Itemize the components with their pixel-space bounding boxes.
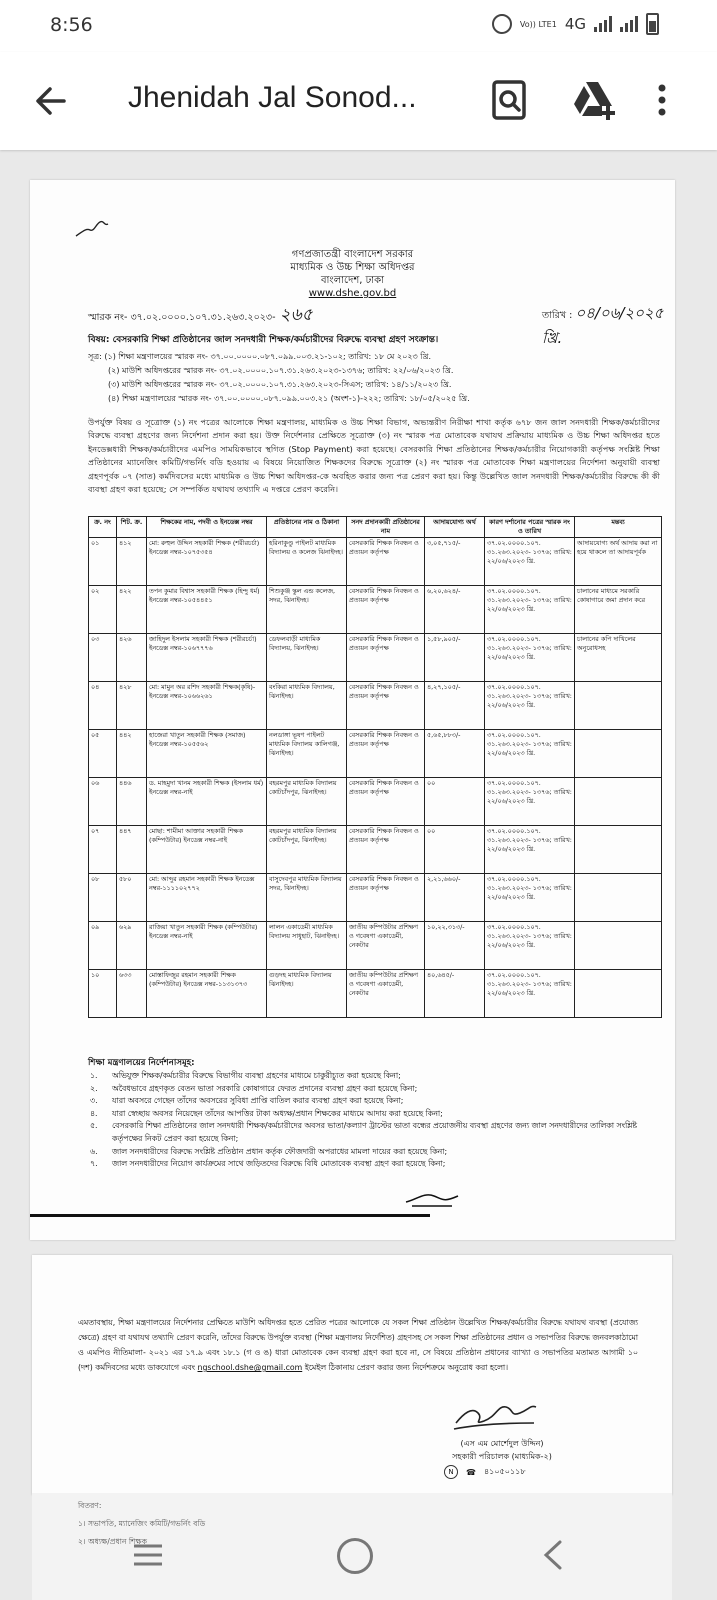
status-icons (492, 13, 659, 35)
cell-teacher: রাজিয়া খাতুন সহকারী শিক্ষক (কম্পিউটার) ইনডেক্স নম্বর-নাই (147, 922, 267, 970)
cell-institution: ডেফলবাড়ী মাধ্যমিক বিদ্যালয়, ঝিনাইদহ। (267, 634, 347, 682)
search-document-icon[interactable] (488, 78, 532, 122)
cell-remark: আদায়যোগ্য অর্থ আদায় করা না হয়ে থাকলে তা আদায়পূর্বক (575, 538, 662, 586)
table-row (89, 538, 662, 586)
list-item-text: অবৈধভাবে গ্রহণকৃত বেতন ভাতা সরকারি কোষাগারে ফেরত প্রদানের ব্যবস্থা গ্রহণ করা হয়েছে কিনা; (112, 1083, 418, 1093)
cell-institution: বহরমপুর মাধ্যমিক বিদ্যালয় কোটচাঁদপুর, ঝিনাইদহ। (267, 778, 347, 826)
cell-issuer: বেসরকারি শিক্ষক নিবন্ধন ও প্রত্যয়ন কর্তৃপক্ষ (347, 682, 425, 730)
signatory-block (422, 1437, 582, 1463)
memo-ref-text: স্মারক নং- ৩৭.০২.০০০০.১০৭.৩১.২৬৩.২০২৩- (88, 312, 276, 323)
cell-memo: ৩৭.০২.০০০০.১০৭. ৩১.২৬৩.২০২৩- ১৩৭৬; তারিখ: ২২/০৬/২০২৩ খ্রি. (485, 970, 575, 1018)
list-item-number: ৫. (90, 1121, 98, 1131)
cell-remark (575, 682, 662, 730)
cell-sheet: ৪৪৭ (117, 826, 147, 874)
cell-institution: বংকিরা মাধ্যমিক বিদ্যালয়, ঝিনাইদহ। (267, 682, 347, 730)
memo-ref-handwritten: ২৬৫ (279, 305, 313, 325)
cell-institution: শিশুকুঞ্জ স্কুল এন্ড কলেজ, সদর, ঝিনাইদহ। (267, 586, 347, 634)
letterhead-line: মাধ্যমিক ও উচ্চ শিক্ষা অধিদপ্তর (290, 262, 415, 273)
recents-icon[interactable] (130, 1540, 166, 1570)
cell-remark (575, 874, 662, 922)
column-header: শিট. ক্র. (117, 517, 147, 538)
home-icon[interactable] (337, 1538, 373, 1574)
back-arrow-icon[interactable] (30, 80, 72, 122)
cell-memo: ৩৭.০২.০০০০.১০৭. ৩১.২৬৩.২০২৩- ১৩৭৬; তারিখ: ২২/০৬/২০২৩ খ্রি. (485, 826, 575, 874)
list-item (88, 1120, 660, 1145)
cell-no: ০৬ (89, 778, 117, 826)
app-bar (0, 52, 717, 150)
cell-institution: বহরমপুর মাধ্যমিক বিদ্যালয় কোটচাঁদপুর, ঝিনাইদহ। (267, 826, 347, 874)
signature-mark (402, 1188, 462, 1210)
website-link[interactable]: www.dshe.gov.bd (308, 288, 397, 299)
cell-memo: ৩৭.০২.০০০০.১০৭. ৩১.২৬৩.২০২৩- ১৩৭৬; তারিখ: ২২/০৬/২০২৩ খ্রি. (485, 778, 575, 826)
list-item-text: জাল সনদধারীদের নিয়োগ কার্যক্রমের সাথে জড়িতদের বিরুদ্ধে বিধি মোতাবেক ব্যবস্থা গ্রহণ করা হয়েছে কিনা; (112, 1159, 446, 1169)
cell-teacher: মোছা: শামীমা আক্তার সহকারী শিক্ষক (কম্পিউটার) ইনডেক্স নম্বর-নাই (147, 826, 267, 874)
date-label: তারিখ : (542, 310, 573, 321)
source-item: (৪) শিক্ষা মন্ত্রণালয়ের স্মারক নং- ৩৭.০০.০০০০.০৮৭.০৯৯.০০৩.২১ (অংশ-১)-২২২; তারিখ: ১৮/০৫/২০২৫ খ্রি. (108, 394, 470, 403)
list-item-text: জাল সনদধারীদের বিরুদ্ধে সংশ্লিষ্ট প্রতিষ্ঠান প্রধান কর্তৃক ফৌজদারী অপরাধের মামলা দায়ের করা হয়েছে কিনা; (112, 1146, 448, 1156)
column-header: ক্র. নং (89, 517, 117, 538)
cell-teacher: ড. মাহমুদা খানম সহকারী শিক্ষক (ইসলাম ধর্ম) ইনডেক্স নম্বর-নাই (147, 778, 267, 826)
cell-teacher: জাহিদুল ইসলাম সহকারী শিক্ষক (শরীরচর্চা) ইনডেক্স নম্বর-১০৬৭৭৭৬ (147, 634, 267, 682)
phone-icon: ☎ (466, 1467, 476, 1477)
lte-label: Vo)) LTE1 (519, 19, 557, 29)
cell-issuer: বেসরকারি শিক্ষক নিবন্ধন ও প্রত্যয়ন কর্তৃপক্ষ (347, 538, 425, 586)
network-label: 4G (564, 15, 586, 33)
column-header: কারণ দর্শানোর পত্রের স্মারক নং ও তারিখ (485, 517, 575, 538)
directives-heading: শিক্ষা মন্ত্রণালয়ের নির্দেশনাসমূহ: (88, 1058, 195, 1068)
table-row (89, 634, 662, 682)
cell-institution: লালন একাডেমী মাধ্যমিক বিদ্যালয় সাধুহাট, ঝিনাইদহ। (267, 922, 347, 970)
cell-remark (575, 922, 662, 970)
battery-icon (646, 13, 659, 35)
cell-remark (575, 730, 662, 778)
signer-name: (এস এম মোর্শেদুল উদ্দিন) (460, 1439, 544, 1448)
cell-no: ০৪ (89, 682, 117, 730)
table-row (89, 778, 662, 826)
letterhead-line: বাংলাদেশ, ঢাকা (320, 275, 385, 286)
cell-teacher: মো: মামুন অর রশিদ সহকারী শিক্ষক(কৃষি)- ইনডেক্স নম্বর-১০৬৬২৬১ (147, 682, 267, 730)
list-item (88, 1146, 660, 1159)
cell-amount: ২,২১,৬৬০/- (425, 874, 485, 922)
closing-text-end: ইমেইল ঠিকানায় প্রেরণ করার জন্য নির্দেশক্রমে অনুরোধ করা হলো। (304, 1363, 508, 1372)
column-header: আদায়যোগ্য অর্থ (425, 517, 485, 538)
body-paragraph: উপর্যুক্ত বিষয় ও সূত্রোক্ত (১) নং পত্রের আলোকে শিক্ষা মন্ত্রণালয়, মাধ্যমিক ও উচ্চ শিক্ষা বিভাগ, অভ্যন্তরীণ নিরীক্ষা শাখা কর্তৃক ৬৭৮ জন জাল সনদধারী শিক্ষক/কর্মচারীদের বিরুদ্ধে ব্যবস্থা গ্রহণের জন্য নির্দেশনা প্রদান করা হয়। উক্ত নির্দেশনার প্রেক্ষিতে সূত্রোক্ত (৩) নং স্মারক পত্র মোতাবেক যথাযথ প্রক্রিয়ায় মাধ্যমিক ও উচ্চ শিক্ষা অধিদপ্তর হতে ইনডেক্সধারী শিক্ষক/কর্মচারীদের এমপিও সাময়িকভাবে স্থগিত (Stop Payment) করা হয়েছে। বেসরকারি শিক্ষা প্রতিষ্ঠানের শিক্ষক/কর্মচারীর নিয়োগকারী কর্তৃপক্ষ সংশ্লিষ্ট শিক্ষা প্রতিষ্ঠানের ম্যানেজিং কমিটি/গভর্নিং বডি হওয়ায় এ বিষয়ে নিয়োজিত শিক্ষকদের বিরুদ্ধে সূত্রোক্ত (২) নং স্মারক পত্র মোতাবেক শিক্ষা মন্ত্রণালয়ের নির্দেশনা অনুযায়ী ব্যবস্থা গ্রহণপূর্বক ০৭ (সাত) কর্মদিবসের মধ্যে মাধ্যমিক ও উচ্চ শিক্ষা অধিদপ্তর-কে অবহিত করার জন্য পত্র প্রেরণ করা হয়। কিন্তু উল্লেখিত জাল সনদধারী শিক্ষক/কর্মচারীর বিরুদ্ধে কী কী ব্যবস্থা গ্রহণ করা হয়েছে; সে সম্পর্কিত যথাযথ তথ্যাদি এ দপ্তরে প্রেরণ করেনি। (88, 417, 660, 495)
cell-issuer: বেসরকারি শিক্ষক নিবন্ধন ও প্রত্যয়ন কর্তৃপক্ষ (347, 778, 425, 826)
directives-list (88, 1070, 660, 1171)
cell-sheet: ৪২৮ (117, 682, 147, 730)
email-link[interactable]: ngschool.dshe@gmail.com (197, 1363, 303, 1372)
cell-memo: ৩৭.০২.০০০০.১০৭. ৩১.২৬৩.২০২৩- ১৩৭৬; তারিখ: ২২/০৬/২০২৩ খ্রি. (485, 682, 575, 730)
column-header: প্রতিষ্ঠানের নাম ও ঠিকানা (267, 517, 347, 538)
cell-amount: ১,৫৮,৯০৫/- (425, 634, 485, 682)
cell-no: ০৭ (89, 826, 117, 874)
list-item-text: যারা অবসরে গেছেন তাঁদের অবসরের সুবিধা প্রাপ্তি বাতিল করার ব্যবস্থা গ্রহণ করা হয়েছে কিনা; (112, 1096, 404, 1106)
cell-sheet: ৪২৬ (117, 634, 147, 682)
list-item-number: ১. (90, 1071, 98, 1080)
list-item (88, 1083, 660, 1096)
letterhead (30, 248, 675, 300)
cell-issuer: বেসরকারি শিক্ষক নিবন্ধন ও প্রত্যয়ন কর্তৃপক্ষ (347, 634, 425, 682)
cell-amount: ৪,২৭,১০৫/- (425, 682, 485, 730)
document-title: Jhenidah Jal Sonod... (128, 81, 417, 114)
letterhead-line: গণপ্রজাতন্ত্রী বাংলাদেশ সরকার (291, 249, 414, 260)
more-vert-icon[interactable] (652, 78, 672, 122)
alarm-icon (492, 14, 512, 34)
cell-memo: ৩৭.০২.০০০০.১০৭. ৩১.২৬৩.২০২৩- ১৩৭৬; তারিখ: ২২/০৬/২০২৩ খ্রি. (485, 634, 575, 682)
source-item: সূত্র: (১) শিক্ষা মন্ত্রণালয়ের স্মারক নং- ৩৭.০০.০০০০.০৮৭.০৯৯.০০৩.২১-১০২; তারিখ: ১৮ মে ২০২৩ খ্রি. (88, 352, 432, 361)
subject-line: বিষয়: বেসরকারি শিক্ষা প্রতিষ্ঠানের জাল সনদধারী শিক্ষক/কর্মচারীদের বিরুদ্ধে ব্যবস্থা গ্রহণ সংক্রান্ত। (88, 335, 439, 345)
table-row (89, 826, 662, 874)
list-item-number: ৩. (90, 1096, 98, 1106)
cell-amount: ৩,০৫,৭১৫/- (425, 538, 485, 586)
table-header-row (89, 517, 662, 538)
divider (30, 1214, 430, 1217)
cell-no: ০৫ (89, 730, 117, 778)
cell-amount: ৫,৬৫,৮৮৩/- (425, 730, 485, 778)
document-page-2 (32, 1255, 672, 1495)
teachers-table (88, 516, 662, 1018)
cell-issuer: বেসরকারি শিক্ষক নিবন্ধন ও প্রত্যয়ন কর্তৃপক্ষ (347, 730, 425, 778)
cell-sheet: ৪৪২ (117, 730, 147, 778)
list-item-text: যারা স্বেচ্ছায় অবসর নিয়েছেন তাঁদের আপত্তির টাকা অধ্যক্ষ/প্রধান শিক্ষকের মাধ্যমে আদায় করা হয়েছে কিনা; (112, 1108, 443, 1118)
closing-text: এমতাবস্থায়, শিক্ষা মন্ত্রণালয়ের নির্দেশনার প্রেক্ষিতে মাউশি অধিদপ্তর হতে প্রেরিত পত্রের আলোকে যে সকল শিক্ষা প্রতিষ্ঠান উল্লেখিত শিক্ষক/কর্মচারীর বিরুদ্ধে যথাযথ ব্যবস্থা (প্রযোজ্য ক্ষেত্রে) গ্রহণ বা যথাযথ তথ্যাদি প্রেরণ করেনি, তাঁদের বিরুদ্ধে উপর্যুক্ত ব্যবস্থা (শিক্ষা মন্ত্রণালয় নির্দেশিত) গ্রহণসহ সে সকল শিক্ষা প্রতিষ্ঠানের প্রধান ও সভাপতির বিরুদ্ধে জনবলকাঠামো ও এমপিও নীতিমালা- ২০২১ এর ১৭.৯ এবং ১৮.১ (গ ও ঙ) ধারা মোতাবেক কেন ব্যবস্থা গ্রহণ করা হবে না, সে বিষয়ে প্রতিষ্ঠান প্রধানের ব্যাখ্যা ও সভাপতির মতামত আগামী ১০ (দশ) কর্মদিবসের মধ্যে ডাকযোগে এবং (78, 1318, 638, 1372)
cell-amount: ৬,২০,৬২৪/- (425, 586, 485, 634)
signal-icon (594, 16, 612, 32)
source-references (88, 350, 658, 406)
cell-amount: ১০,২২,৩১৩/- (425, 922, 485, 970)
column-header: সনদ প্রদানকারী প্রতিষ্ঠানের নাম (347, 517, 425, 538)
cell-memo: ৩৭.০২.০০০০.১০৭. ৩১.২৬৩.২০২৩- ১৩৭৬; তারিখ: ২২/০৬/২০২৩ খ্রি. (485, 874, 575, 922)
cell-institution: গুড়দহ মাধ্যমিক বিদ্যালয় ঝিনাইদহ। (267, 970, 347, 1018)
distribution-item: ২। অধ্যক্ষ/প্রধান শিক্ষক (78, 1537, 148, 1546)
cell-sheet: ৬৩৩ (117, 970, 147, 1018)
cell-amount: ০০ (425, 778, 485, 826)
phone-number: ৪১০৫০১১৮ (483, 1466, 526, 1476)
cell-amount: ০০ (425, 826, 485, 874)
n-badge-icon: N (444, 1465, 458, 1479)
cell-no: ০১ (89, 538, 117, 586)
cell-teacher: মো: আব্দুর রহমান সহকারী শিক্ষক ইনডেক্স নম্বর-১১১১০২৭৭২ (147, 874, 267, 922)
cell-issuer: বেসরকারি শিক্ষক নিবন্ধন ও প্রত্যয়ন কর্তৃপক্ষ (347, 826, 425, 874)
table-row (89, 730, 662, 778)
table-row (89, 874, 662, 922)
cell-issuer: জাতীয় কম্পিউটার প্রশিক্ষণ ও গবেষণা একাডেমী, নেকটার (347, 970, 425, 1018)
cell-issuer: জাতীয় কম্পিউটার প্রশিক্ষণ ও গবেষণা একাডেমী, নেকটার (347, 922, 425, 970)
distribution-heading: বিতরণ: (78, 1501, 102, 1510)
list-item-number: ৭. (90, 1159, 98, 1169)
source-item: (৩) মাউশি অধিদপ্তরের স্মারক নং- ৩৭.০২.০০০০.১০৭.৩১.২৬৩.২০২৩-সিএস; তারিখ: ১৪/১১/২০২৩ খ্রি. (108, 380, 452, 389)
status-bar (0, 0, 717, 52)
cell-remark (575, 778, 662, 826)
cell-memo: ৩৭.০২.০০০০.১০৭. ৩১.২৬৩.২০২৩- ১৩৭৬; তারিখ: ২২/০৬/২০২৩ খ্রি. (485, 538, 575, 586)
status-time: 8:56 (50, 14, 93, 36)
closing-paragraph (78, 1315, 638, 1375)
cell-amount: ৪০,৬৪৫/- (425, 970, 485, 1018)
cell-teacher: তপন কুমার বিশ্বাস সহকারী শিক্ষক (হিন্দু ধর্ম) ইনডেক্স নম্বর-১০৫৪৪৫১ (147, 586, 267, 634)
cell-memo: ৩৭.০২.০০০০.১০৭. ৩১.২৬৩.২০২৩- ১৩৭৬; তারিখ: ২২/০৬/২০২৩ খ্রি. (485, 586, 575, 634)
cell-no: ০৯ (89, 922, 117, 970)
cell-remark (575, 826, 662, 874)
cell-memo: ৩৭.০২.০০০০.১০৭. ৩১.২৬৩.২০২৩- ১৩৭৬; তারিখ: ২২/০৬/২০২৩ খ্রি. (485, 922, 575, 970)
list-item (88, 1095, 660, 1108)
cell-remark: চালানের মাধ্যমে সরকারি কোষাগারে জমা প্রদান করে (575, 586, 662, 634)
table-row (89, 682, 662, 730)
signal-2-icon (620, 16, 638, 32)
list-item-number: ৬. (90, 1146, 98, 1156)
back-icon[interactable] (540, 1538, 566, 1572)
memo-reference (88, 302, 313, 330)
cell-sheet: ৬২৯ (117, 922, 147, 970)
cell-remark (575, 970, 662, 1018)
list-item (88, 1108, 660, 1121)
cell-issuer: বেসরকারি শিক্ষক নিবন্ধন ও প্রত্যয়ন কর্তৃপক্ষ (347, 586, 425, 634)
column-header: শিক্ষকের নাম, পদবী ও ইনডেক্স নম্বর (147, 517, 267, 538)
list-item (88, 1070, 660, 1083)
cell-sheet: ৪১২ (117, 538, 147, 586)
list-item-number: ৪. (90, 1108, 98, 1118)
list-item-text: বেসরকারি শিক্ষা প্রতিষ্ঠানের জাল সনদধারী শিক্ষক/কর্মচারীদের অবসর ভাতা/কল্যাণ ট্রাস্টের ভাতা বন্ধের প্রয়োজনীয় ব্যবস্থা গ্রহণের জন্য জাল সনদধারীদের তালিকা সংশ্লিষ্ট কর্তৃপক্ষের নিকট প্রেরণ করা হয়েছে কিনা; (112, 1121, 637, 1143)
cell-institution: হরিনাকুণ্ডু পাইলট মাধ্যমিক বিদ্যালয় ও কলেজ ঝিনাইদহ। (267, 538, 347, 586)
signer-title: সহকারী পরিচালক (মাধ্যমিক-২) (452, 1452, 552, 1461)
cell-teacher: হাজেরা খাতুন সহকারী শিক্ষক (সমাজ) ইনডেক্স নম্বর-১০৫৫৬২ (147, 730, 267, 778)
cell-no: ০২ (89, 586, 117, 634)
cell-sheet: ৪২২ (117, 586, 147, 634)
date-value: ০৪/০৬/২০২৫ খ্রি. (542, 304, 664, 347)
table-row (89, 586, 662, 634)
cell-no: ০৩ (89, 634, 117, 682)
distribution-item: ১। সভাপতি, ম্যানেজিং কমিটি/গভর্নিং বডি (78, 1519, 206, 1528)
cell-institution: নলডাঙ্গা ভূষণ পাইলট মাধ্যমিক বিদ্যালয় কালিগঞ্জ, ঝিনাইদহ। (267, 730, 347, 778)
cell-remark: চালানের কপি দাখিলের অনুরোধসহ (575, 634, 662, 682)
list-item-number: ২. (90, 1083, 98, 1093)
column-header: মন্তব্য (575, 517, 662, 538)
cell-institution: বাসুদেবপুর মাধ্যমিক বিদ্যালয় সদর, ঝিনাইদহ। (267, 874, 347, 922)
list-item (88, 1158, 660, 1171)
document-page-1 (30, 180, 675, 1240)
cell-memo: ৩৭.০২.০০০০.১০৭. ৩১.২৬৩.২০২৩- ১৩৭৬; তারিখ: ২২/০৬/২০২৩ খ্রি. (485, 730, 575, 778)
list-item-text: অভিযুক্ত শিক্ষক/কর্মচারীর বিরুদ্ধে বিভাগীয় ব্যবস্থা গ্রহণের মাধ্যমে চাকুরীচ্যুত করা হয়েছে কিনা; (112, 1071, 401, 1080)
cell-no: ০৮ (89, 874, 117, 922)
cell-no: ১০ (89, 970, 117, 1018)
cell-teacher: মোস্তাফিজুর রহমান সহকারী শিক্ষক (কম্পিউটার) ইনডেক্স নম্বর-১১৩১৩৭৩ (147, 970, 267, 1018)
table-row (89, 922, 662, 970)
navigation-bar (0, 1512, 717, 1600)
contact-line (444, 1465, 526, 1479)
cell-teacher: মো: রুহুল উদ্দিন সহকারী শিক্ষক (শরীরচর্চা) ইনডেক্স নম্বর-১০৭৫৩৫৪ (147, 538, 267, 586)
source-item: (২) মাউশি অধিদপ্তরের স্মারক নং- ৩৭.০২.০০০০.১০৭.৩১.২৬৩.২০২৩-১৩৭৬; তারিখ: ২২/০৬/২০২৩ খ্রি. (108, 366, 454, 375)
scribble-mark (72, 216, 112, 242)
signature-image (450, 1395, 540, 1435)
add-to-drive-icon[interactable] (572, 78, 616, 122)
cell-sheet: ৪৪৬ (117, 778, 147, 826)
cell-sheet: ৫৮০ (117, 874, 147, 922)
table-row (89, 970, 662, 1018)
cell-issuer: বেসরকারি শিক্ষক নিবন্ধন ও প্রত্যয়ন কর্তৃপক্ষ (347, 874, 425, 922)
